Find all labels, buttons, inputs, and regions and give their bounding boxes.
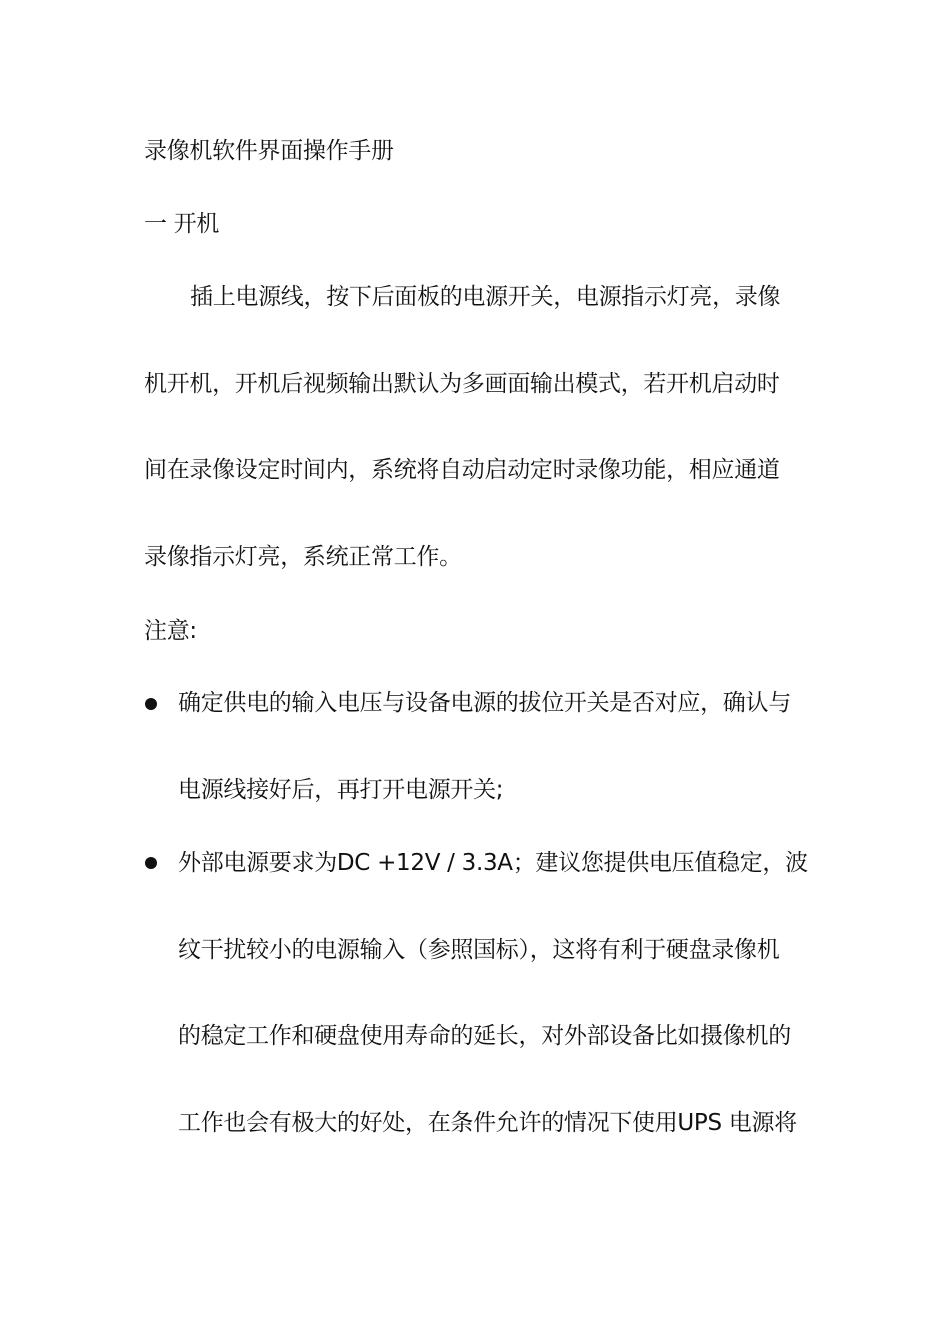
section-heading: 一 开机 [144, 211, 220, 237]
bullet-2-line: 纹干扰较小的电源输入（参照国标），这将有利于硬盘录像机 [178, 937, 780, 963]
bullet-2-line: 工作也会有极大的好处，在条件允许的情况下使用UPS 电源将 [178, 1110, 797, 1136]
paragraph-line: 间在录像设定时间内，系统将自动启动定时录像功能，相应通道 [144, 457, 780, 483]
bullet-2-line: 外部电源要求为DC +12V / 3.3A；建议您提供电压值稳定，波 [178, 850, 808, 876]
paragraph-line: 录像指示灯亮，系统正常工作。 [144, 544, 462, 570]
bullet-2-line: 的稳定工作和硬盘使用寿命的延长，对外部设备比如摄像机的 [178, 1023, 791, 1049]
paragraph-line: 插上电源线，按下后面板的电源开关，电源指示灯亮，录像 [190, 284, 781, 310]
paragraph-line: 机开机，开机后视频输出默认为多画面输出模式，若开机启动时 [144, 371, 780, 397]
bullet-dot-icon [145, 857, 157, 869]
bullet-dot-icon [145, 698, 157, 710]
bullet-1-line: 电源线接好后，再打开电源开关; [178, 777, 504, 803]
bullet-1-line: 确定供电的输入电压与设备电源的拔位开关是否对应，确认与 [178, 690, 791, 716]
note-label: 注意: [144, 618, 197, 644]
document-title: 录像机软件界面操作手册 [144, 138, 394, 164]
